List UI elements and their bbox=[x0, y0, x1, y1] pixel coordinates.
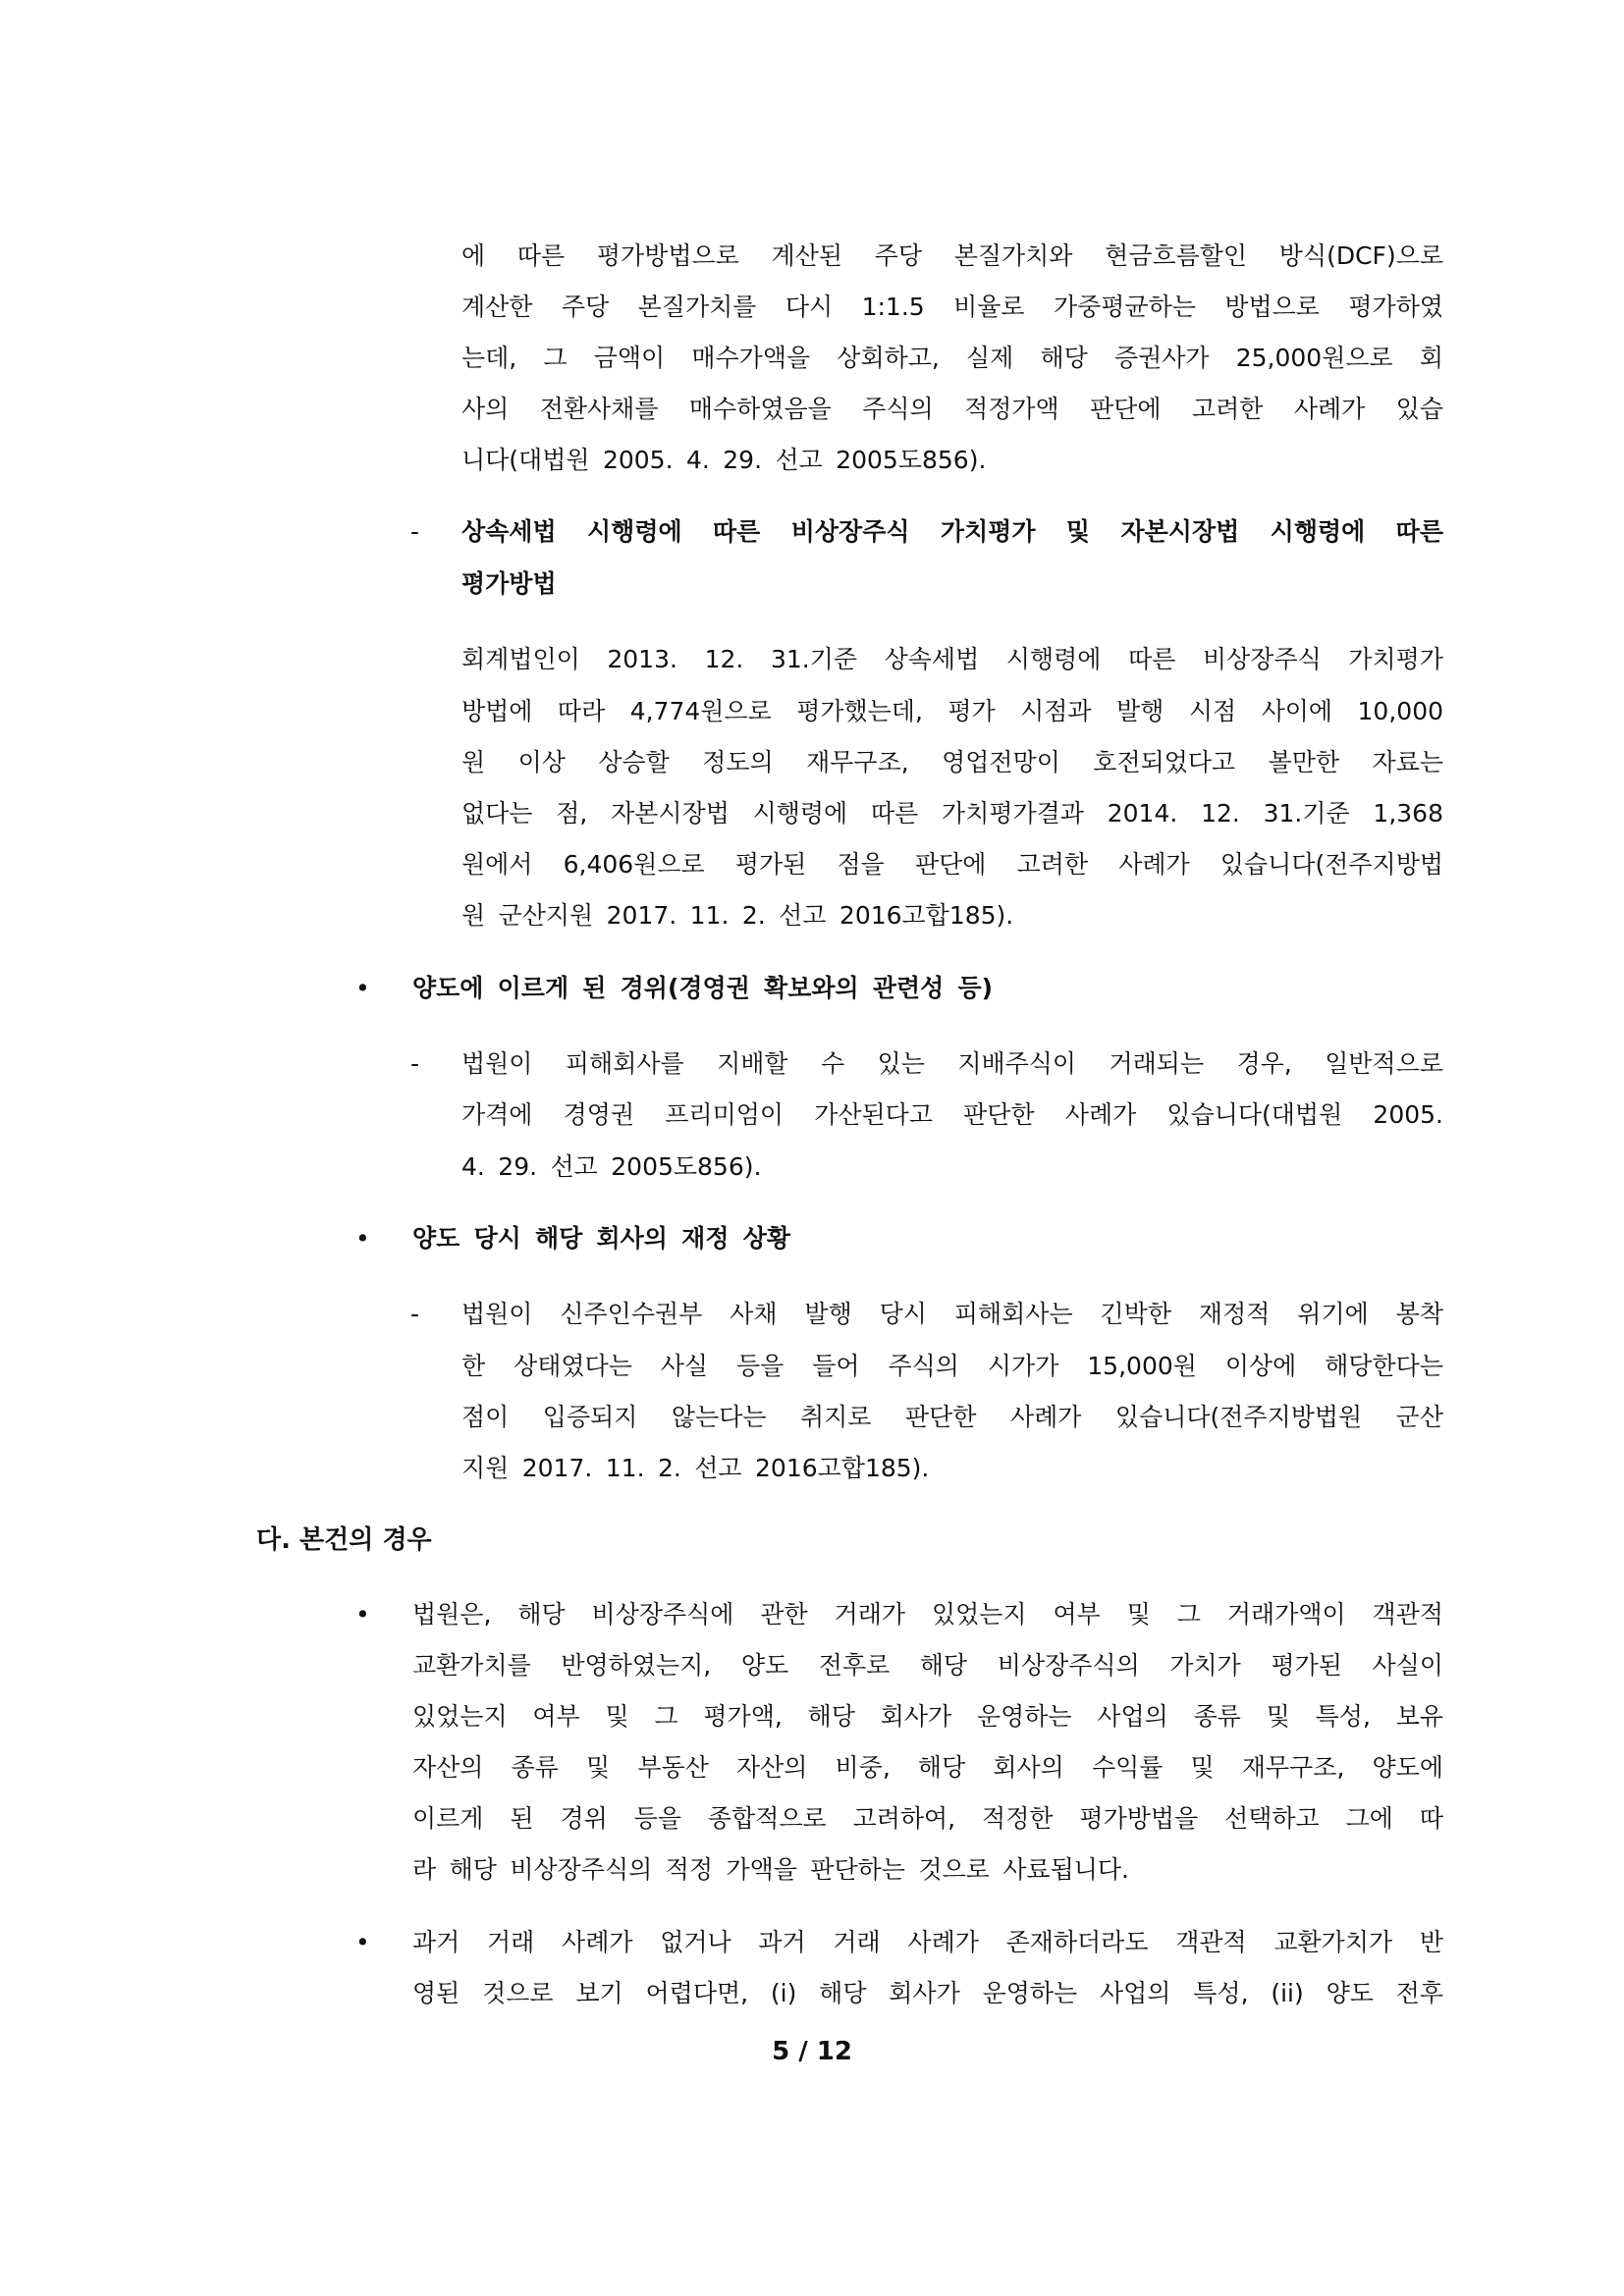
bullet-item-line: 가격에 경영권 프리미엄이 가산된다고 판단한 사례가 있습니다(대법원 2005. bbox=[461, 1100, 1443, 1129]
bullet-item-line: 4. 29. 선고 2005도856). bbox=[461, 1152, 762, 1181]
section-bullet-line: 이르게 된 경위 등을 종합적으로 고려하여, 적정한 평가방법을 선택하고 그에 따 bbox=[412, 1804, 1443, 1833]
bullet-item-line: 법원이 신주인수권부 사채 발행 당시 피해회사는 긴박한 재정적 위기에 봉착 bbox=[461, 1300, 1443, 1328]
subheading-body-line: 회계법인이 2013. 12. 31.기준 상속세법 시행령에 따른 비상장주식 가치평가 bbox=[461, 645, 1443, 673]
section-bullet-line: 과거 거래 사례가 없거나 과거 거래 사례가 존재하더라도 객관적 교환가치가 반 bbox=[412, 1928, 1443, 1956]
dash-marker: - bbox=[410, 517, 420, 546]
section-bullet-line: 있었는지 여부 및 그 평가액, 해당 회사가 운영하는 사업의 종류 및 특성, 보유 bbox=[412, 1702, 1443, 1731]
bullet-item-line: 법원이 피해회사를 지배할 수 있는 지배주식이 거래되는 경우, 일반적으로 bbox=[461, 1049, 1443, 1078]
bullet-heading: 양도 당시 해당 회사의 재정 상황 bbox=[412, 1224, 790, 1253]
intro-line: 사의 전환사채를 매수하였음을 주식의 적정가액 판단에 고려한 사례가 있습 bbox=[461, 395, 1443, 423]
section-bullet-line: 법원은, 해당 비상장주식에 관한 거래가 있었는지 여부 및 그 거래가액이 객관적 bbox=[412, 1600, 1443, 1629]
bullet-marker: • bbox=[355, 1224, 370, 1253]
bullet-heading: 양도에 이르게 된 경위(경영권 확보와의 관련성 등) bbox=[412, 974, 994, 1002]
section-heading: 다. 본건의 경우 bbox=[256, 1525, 432, 1555]
bullet-item-line: 한 상태였다는 사실 등을 들어 주식의 시가가 15,000원 이상에 해당한다는 bbox=[461, 1352, 1443, 1380]
subheading-body-line: 방법에 따라 4,774원으로 평가했는데, 평가 시점과 발행 시점 사이에 10,000 bbox=[461, 697, 1443, 725]
subheading-body-line: 없다는 점, 자본시장법 시행령에 따른 가치평가결과 2014. 12. 31.기준 1,368 bbox=[461, 799, 1443, 828]
subheading-line: 상속세법 시행령에 따른 비상장주식 가치평가 및 자본시장법 시행령에 따른 bbox=[461, 517, 1443, 546]
bullet-item-line: 지원 2017. 11. 2. 선고 2016고합185). bbox=[461, 1454, 930, 1482]
bullet-marker: • bbox=[355, 974, 370, 1002]
section-bullet-line: 자산의 종류 및 부동산 자산의 비중, 해당 회사의 수익률 및 재무구조, 양도에 bbox=[412, 1753, 1443, 1782]
section-bullet-line: 영된 것으로 보기 어렵다면, (i) 해당 회사가 운영하는 사업의 특성, (ii) 양도 전후 bbox=[412, 1979, 1443, 2007]
bullet-item-line: 점이 입증되지 않는다는 취지로 판단한 사례가 있습니다(전주지방법원 군산 bbox=[461, 1403, 1443, 1431]
subheading-line: 평가방법 bbox=[461, 569, 557, 598]
dash-marker: - bbox=[410, 1049, 420, 1078]
subheading-body-line: 원 이상 상승할 정도의 재무구조, 영업전망이 호전되었다고 볼만한 자료는 bbox=[461, 748, 1443, 776]
intro-line: 계산한 주당 본질가치를 다시 1:1.5 비율로 가중평균하는 방법으로 평가하였 bbox=[461, 293, 1443, 321]
intro-line: 에 따른 평가방법으로 계산된 주당 본질가치와 현금흐름할인 방식(DCF)으로 bbox=[461, 241, 1443, 270]
page-number: 5 / 12 bbox=[772, 2037, 852, 2066]
dash-marker: - bbox=[410, 1300, 420, 1328]
section-bullet-line: 교환가치를 반영하였는지, 양도 전후로 해당 비상장주식의 가치가 평가된 사실이 bbox=[412, 1651, 1443, 1680]
bullet-marker: • bbox=[355, 1928, 370, 1956]
subheading-body-line: 원에서 6,406원으로 평가된 점을 판단에 고려한 사례가 있습니다(전주지방법 bbox=[461, 850, 1443, 879]
intro-line: 니다(대법원 2005. 4. 29. 선고 2005도856). bbox=[461, 446, 987, 474]
subheading-body-line: 원 군산지원 2017. 11. 2. 선고 2016고합185). bbox=[461, 901, 1014, 930]
section-bullet-line: 라 해당 비상장주식의 적정 가액을 판단하는 것으로 사료됩니다. bbox=[412, 1855, 1129, 1884]
bullet-marker: • bbox=[355, 1600, 370, 1629]
intro-line: 는데, 그 금액이 매수가액을 상회하고, 실제 해당 증권사가 25,000원으로 회 bbox=[461, 344, 1443, 372]
